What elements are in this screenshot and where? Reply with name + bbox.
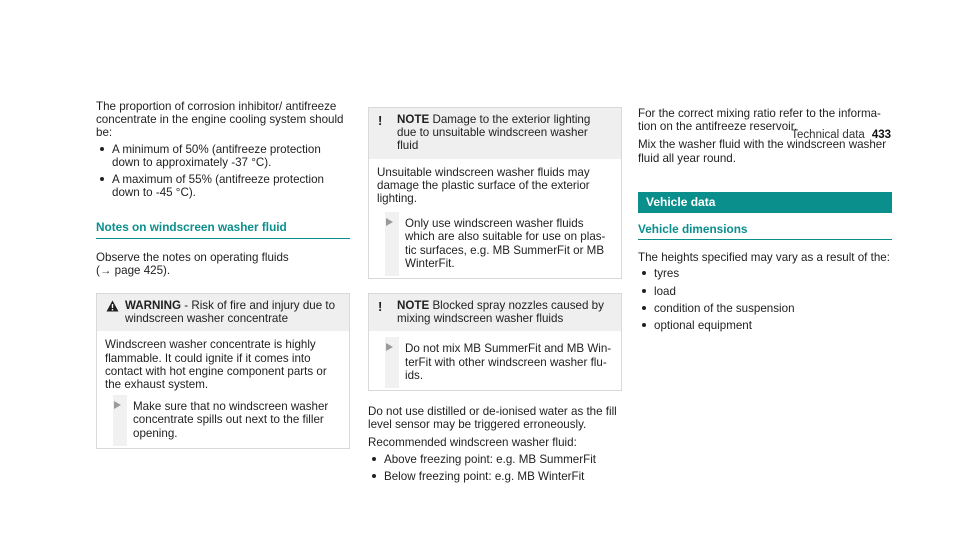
list-item: Above freezing point: e.g. MB SummerFit: [368, 453, 622, 466]
exclamation-icon: !: [378, 299, 383, 315]
section-heading-washer-fluid: Notes on windscreen washer fluid: [96, 221, 350, 238]
page-reference-link[interactable]: (→ page 425).: [96, 263, 171, 277]
warning-header: WARNING - Risk of fire and injury due to windscreen washer concentrate: [97, 294, 349, 331]
distilled-water-paragraph: Do not use distilled or de-ionised water as the fill level sensor may be triggered erroneously.: [368, 405, 617, 432]
list-item: condition of the suspension: [638, 302, 892, 315]
column-left: [96, 100, 350, 449]
list-item: load: [638, 285, 892, 298]
arrow-right-icon: [114, 401, 121, 409]
action-step: Only use windscreen washer fluids which are also suitable for use on plas- tic surfaces, e.g. MB SummerFit or MB WinterFit.: [377, 217, 613, 270]
note-header: ! NOTE Blocked spray nozzles caused by mixing windscreen washer fluids: [369, 294, 621, 331]
note-box-lighting: [368, 107, 622, 279]
arrow-right-icon: [386, 218, 393, 226]
antifreeze-bullet-list: [96, 143, 350, 200]
mixing-ratio-paragraph: For the correct mixing ratio refer to the informa- tion on the antifreeze reservoir.: [638, 107, 881, 134]
list-item: tyres: [638, 267, 892, 280]
recommended-bullet-list: [368, 453, 622, 483]
heights-bullet-list: [638, 267, 892, 332]
section-title: Technical data: [791, 129, 865, 141]
vehicle-data-band: Vehicle data: [638, 192, 892, 213]
intro-paragraph: The proportion of corrosion inhibitor/ antifreeze concentrate in the engine cooling system should be:: [96, 100, 344, 140]
column-middle: [368, 107, 622, 487]
observe-paragraph: Observe the notes on operating fluids (→ page 425).: [96, 250, 289, 277]
mix-year-round-paragraph: Mix the washer fluid with the windscreen washer fluid all year round.: [638, 138, 887, 165]
list-item: A maximum of 55% (antifreeze protection down to -45 °C).: [96, 173, 350, 199]
heights-paragraph: The heights specified may vary as a result of the:: [638, 251, 890, 265]
action-step: Make sure that no windscreen washer concentrate spills out next to the filler opening.: [105, 400, 341, 440]
note-body: [369, 331, 621, 390]
warning-body: Windscreen washer concentrate is highly flammable. It could ignite if it comes into contact with hot engine component parts or the exhaust system. Make sure that no windscreen washer concentrate spills out next to the filler opening.: [97, 331, 349, 447]
list-item: optional equipment: [638, 319, 892, 332]
note-box-nozzles: [368, 293, 622, 391]
action-step: Do not mix MB SummerFit and MB Win- terFit with other windscreen washer flu- ids.: [377, 342, 613, 382]
exclamation-icon: !: [378, 113, 383, 128]
recommended-paragraph: Recommended windscreen washer fluid:: [368, 436, 577, 450]
page-number: 433: [871, 129, 891, 141]
list-item: Below freezing point: e.g. MB WinterFit: [368, 470, 622, 483]
arrow-right-icon: [386, 343, 393, 351]
warning-triangle-icon: [106, 300, 119, 314]
column-right: [638, 107, 892, 336]
list-item: A minimum of 50% (antifreeze protection down to approximately -37 °C).: [96, 143, 350, 169]
warning-box: [96, 293, 350, 449]
note-body: Unsuitable windscreen washer fluids may damage the plastic surface of the exterior lighting. Only use windscreen washer fluids which are also suitable for use on plas- tic surfaces, e.g. MB SummerFit or MB WinterFit.: [369, 159, 621, 278]
section-heading-vehicle-dimensions: Vehicle dimensions: [638, 223, 892, 240]
note-header: ! NOTE Damage to the exterior lighting due to unsuitable windscreen washer fluid: [369, 108, 621, 159]
